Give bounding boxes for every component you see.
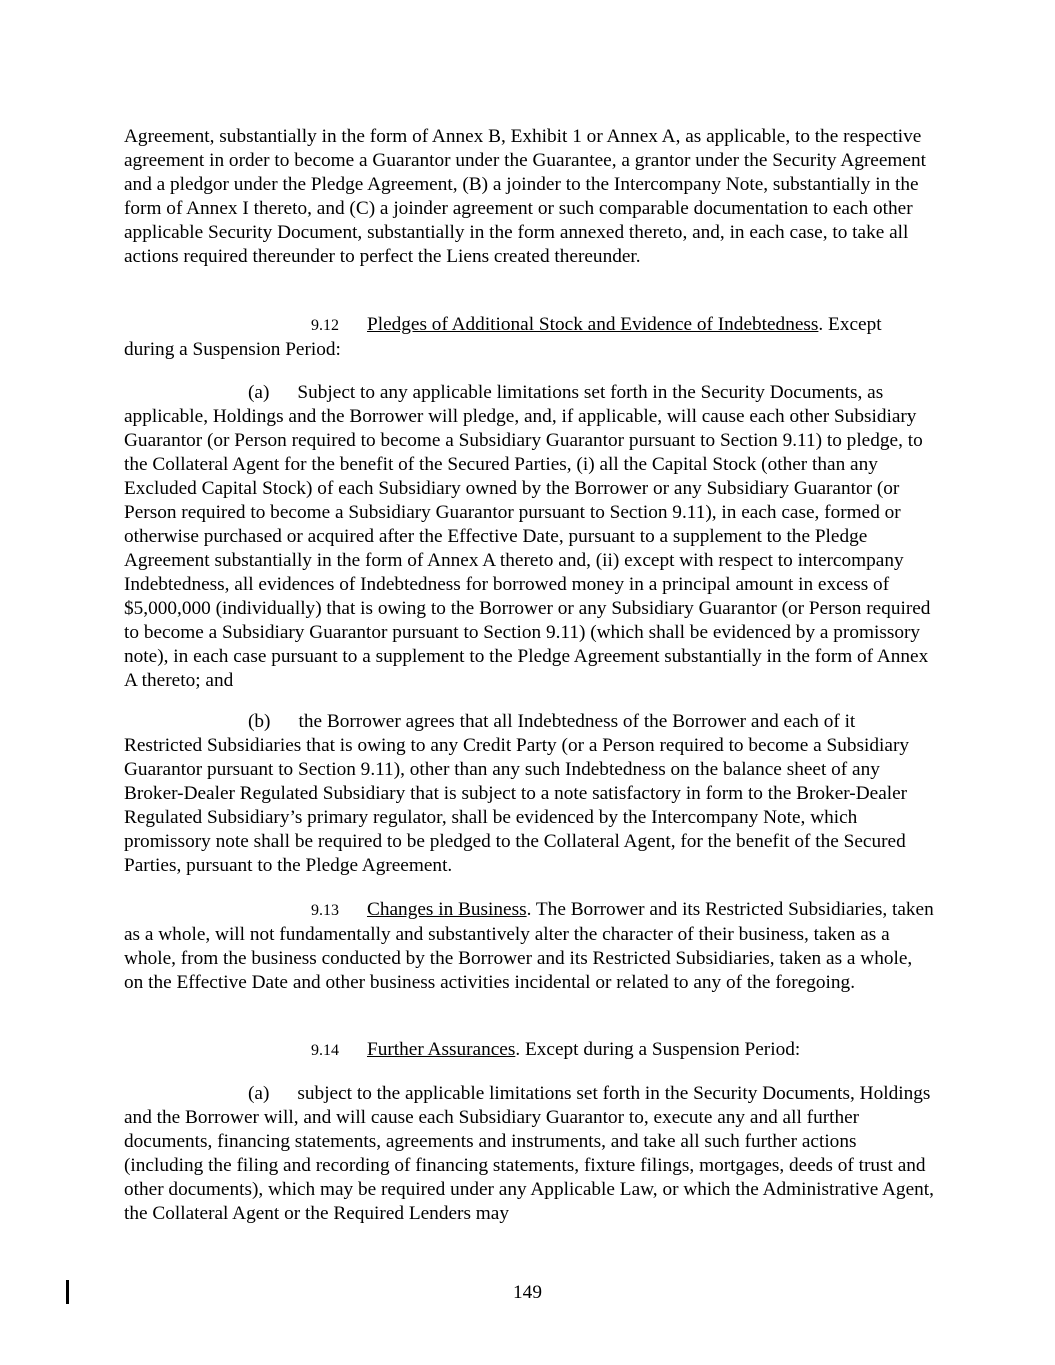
section-9-14 bbox=[124, 1038, 934, 1063]
section-number: 9.14 bbox=[311, 1042, 339, 1059]
section-body: . The Borrower and its Restricted Subsidiaries, taken as a whole, will not fundamentally and substantively alter the character of their business, taken as a whole, from the business conducted by the Borrower and its Restricted Subsidiaries, taken as a whole, on the Effective Date and other business activities incidental or related to any of the foregoing. bbox=[124, 899, 934, 993]
page-number: 149 bbox=[513, 1282, 542, 1303]
section-body: . Except during a Suspension Period: bbox=[515, 1039, 801, 1060]
clause-label: (a) bbox=[248, 382, 270, 403]
clause-label: (a) bbox=[248, 1083, 270, 1104]
section-number: 9.12 bbox=[311, 317, 339, 334]
section-body: . Except during a Suspension Period: bbox=[124, 314, 882, 360]
clause-label: (b) bbox=[248, 711, 271, 732]
clause-9-12-b bbox=[124, 710, 934, 878]
section-heading: Pledges of Additional Stock and Evidence of Indebtedness bbox=[367, 314, 819, 335]
section-heading: Further Assurances bbox=[367, 1039, 516, 1060]
section-heading: Changes in Business bbox=[367, 899, 527, 920]
clause-9-14-a bbox=[124, 1082, 934, 1226]
clause-body: subject to the applicable limitations set forth in the Security Documents, Holdings and the Borrower will, and will cause each Subsidiary Guarantor to, execute any and all further documents, financing statements, agreements and instruments, and take all such further actions (including the filing and recording of financing statements, fixture filings, mortgages, deeds of trust and other documents), which may be required under any Applicable Law, or which the Administrative Agent, the Collateral Agent or the Required Lenders may bbox=[124, 1083, 934, 1224]
clause-9-12-a bbox=[124, 381, 934, 693]
section-number: 9.13 bbox=[311, 902, 339, 919]
clause-body: Subject to any applicable limitations set forth in the Security Documents, as applicable, Holdings and the Borrower will pledge, and, if applicable, will cause each other Subsidiary Guarantor (or Person required to become a Subsidiary Guarantor pursuant to Section 9.11) to pledge, to the Collateral Agent for the benefit of the Secured Parties, (i) all the Capital Stock (other than any Excluded Capital Stock) of each Subsidiary owned by the Borrower or any Subsidiary Guarantor (or Person required to become a Subsidiary Guarantor pursuant to Section 9.11), in each case, formed or otherwise purchased or acquired after the Effective Date, pursuant to a supplement to the Pledge Agreement substantially in the form of Annex A thereto and, (ii) except with respect to intercompany Indebtedness, all evidences of Indebtedness for borrowed money in a principal amount in excess of $5,000,000 (individually) that is owing to the Borrower or any Subsidiary Guarantor (or Person required to become a Subsidiary Guarantor pursuant to Section 9.11) (which shall be evidenced by a promissory note), in each case pursuant to a supplement to the Pledge Agreement substantially in the form of Annex A thereto; and bbox=[124, 382, 931, 691]
clause-body: the Borrower agrees that all Indebtedness of the Borrower and each of it Restricted Subsidiaries that is owing to any Credit Party (or a Person required to become a Subsidiary Guarantor pursuant to Section 9.11), other than any such Indebtedness on the balance sheet of any Broker-Dealer Regulated Subsidiary that is subject to a note satisfactory in form to the Broker-Dealer Regulated Subsidiary’s primary regulator, shall be evidenced by the Intercompany Note, which promissory note shall be required to be pledged to the Collateral Agent, for the benefit of the Secured Parties, pursuant to the Pledge Agreement. bbox=[124, 711, 910, 876]
section-9-13 bbox=[124, 898, 934, 995]
section-9-12 bbox=[124, 313, 934, 362]
paragraph-continuation: Agreement, substantially in the form of Annex B, Exhibit 1 or Annex A, as applicable, to the respective agreement in order to become a Guarantor under the Guarantee, a grantor under the Security Agreement and a pledgor under the Pledge Agreement, (B) a joinder to the Intercompany Note, substantially in the form of Annex I thereto, and (C) a joinder agreement or such comparable documentation to each other applicable Security Document, substantially in the form annexed thereto, and, in each case, to take all actions required thereunder to perfect the Liens created thereunder. bbox=[124, 126, 926, 267]
